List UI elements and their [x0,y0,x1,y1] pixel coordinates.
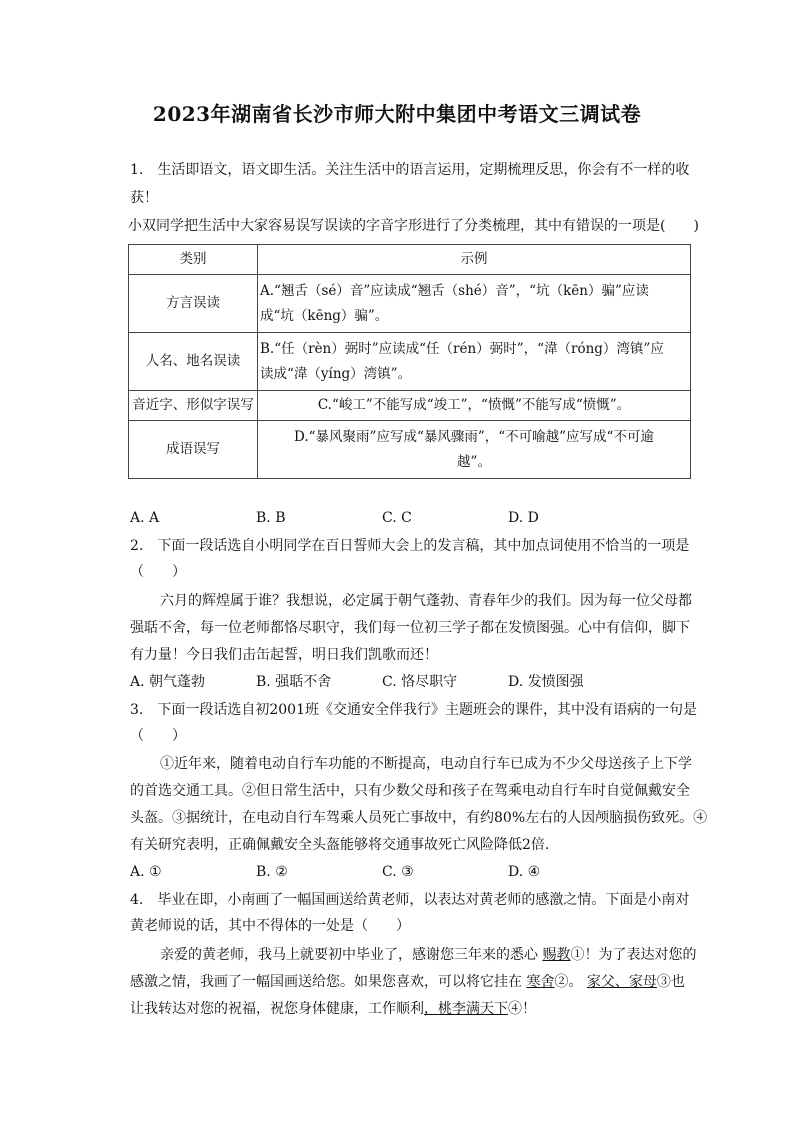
q3-option-b[interactable]: B. ② [256,864,288,880]
table-header-category: 类别 [129,245,258,275]
q4-underlined-4: ，桃李满天下 [424,1001,508,1017]
example-line: 成“坑（kēng）骗”。 [260,307,389,324]
q4-text: 亲爱的黄老师，我马上就要初中毕业了，感谢您三年来的悉心 [160,947,543,963]
q1-option-b[interactable]: B. B [256,510,286,526]
q3-passage-line3: 头盔。③据统计，在电动自行车驾乘人员死亡事故中，有约80%左右的人因颅脑损伤致死。④ [130,810,708,826]
example-line: 读成“湋（yíng）湾镇”。 [260,365,412,382]
example-line: 越”。 [457,453,491,470]
q4-text: 感激之情，我画了一幅国画送给您。如果您喜欢，可以将它挂在 [130,974,527,990]
q3-option-c[interactable]: C. ③ [382,864,414,880]
q3-stem-line1: 3. 下面一段话选自初2001班《交通安全伴我行》主题班会的课件，其中没有语病的一句是 [130,702,697,718]
q3-passage-line1: ①近年来，随着电动自行车功能的不断提高，电动自行车已成为不少父母送孩子上下学 [160,756,692,772]
q2-stem-line1: 2. 下面一段话选自小明同学在百日誓师大会上的发言稿，其中加点词使用不恰当的一项是 [130,538,690,554]
example-line: D.“暴风聚雨”应写成“暴风骤雨”，“不可喻越”应写成“不可逾 [294,428,654,445]
table-header-example: 示例 [258,245,691,275]
q2-passage-line1: 六月的辉煌属于谁？我想说，必定属于朝气蓬勃、青春年少的我们。因为每一位父母都 [160,593,692,609]
table-cell-example [258,275,691,333]
q4-underlined-3: 家父、家母 [586,974,657,990]
q4-stem-line1: 4. 毕业在即，小南画了一幅国画送给黄老师，以表达对黄老师的感激之情。下面是小南对 [130,892,690,908]
q2-stem-line2: （ ） [130,564,186,580]
table-cell-category: 人名、地名误读 [129,333,258,391]
q4-passage-line3 [130,1000,695,1018]
table-row [129,275,691,333]
q1-stem-line2: 获！ [130,190,158,206]
q4-passage-line2 [130,973,695,991]
table-cell-example: C.“峻工”不能写成“竣工”，“愤慨”不能写成“愤慨”。 [258,391,691,421]
table-row [129,421,691,479]
q1-stem-line1: 1. 生活即语文，语文即生活。关注生活中的语言运用，定期梳理反思，你会有不一样的收 [130,162,690,178]
table-cell-category: 音近字、形似字误写 [129,391,258,421]
q4-text: ④！ [508,1001,536,1017]
q1-option-a[interactable]: A. A [130,510,160,526]
q1-option-d[interactable]: D. D [508,510,539,526]
q2-passage-line2: 强聒不舍，每一位老师都恪尽职守，我们每一位初三学子都在发愤图强。心中有信仰，脚下 [130,620,690,636]
q3-passage-line4: 有关研究表明，正确佩戴安全头盔能够将交通事故死亡风险降低2倍. [130,837,550,853]
example-line: B.“任（rèn）弼时”应读成“任（rén）弼时”，“湋（róng）湾镇”应 [260,340,664,357]
table-row [129,391,691,421]
q3-option-a[interactable]: A. ① [130,864,162,880]
q4-text: ②。 [554,974,587,990]
q2-option-c[interactable]: C. 恪尽职守 [382,674,458,690]
q4-text: ①！为了表达对您的 [570,947,697,963]
table-header-row [129,245,691,275]
table-cell-category: 方言误读 [129,275,258,333]
q4-passage-line1 [160,946,695,964]
q4-text: ③也 [656,974,685,990]
q2-passage-line3: 有力量！今日我们击缶起誓，明日我们凯歌而还！ [130,647,438,663]
q1-table [128,244,691,479]
exam-title: 2023年湖南省长沙市师大附中集团中考语文三调试卷 [152,102,642,126]
q1-prompt: 小双同学把生活中大家容易误写误读的字音字形进行了分类梳理，其中有错误的一项是( ) [128,218,699,234]
q3-passage-line2: 的首选交通工具。②但日常生活中，只有少数父母和孩子在驾乘电动自行车时自觉佩戴安全 [130,783,690,799]
q4-stem-line2: 黄老师说的话，其中不得体的一处是（ ） [130,918,410,934]
example-line: A.“翘舌（sé）音”应读成“翘舌（shé）音”，“坑（kēn）骗”应读 [260,282,649,299]
q4-underlined-1: 赐教 [542,947,571,963]
table-row [129,333,691,391]
table-cell-example [258,333,691,391]
table-cell-example [258,421,691,479]
q3-option-d[interactable]: D. ④ [508,864,541,880]
q2-option-d[interactable]: D. 发愤图强 [508,674,584,690]
q3-stem-line2: （ ） [130,728,186,744]
q4-text: 让我转达对您的祝福，祝您身体健康，工作顺利 [130,1001,424,1017]
q2-option-b[interactable]: B. 强聒不舍 [256,674,332,690]
q4-underlined-2: 寒舍 [526,974,555,990]
q2-option-a[interactable]: A. 朝气蓬勃 [130,674,206,690]
table-cell-category: 成语误写 [129,421,258,479]
q1-option-c[interactable]: C. C [382,510,412,526]
